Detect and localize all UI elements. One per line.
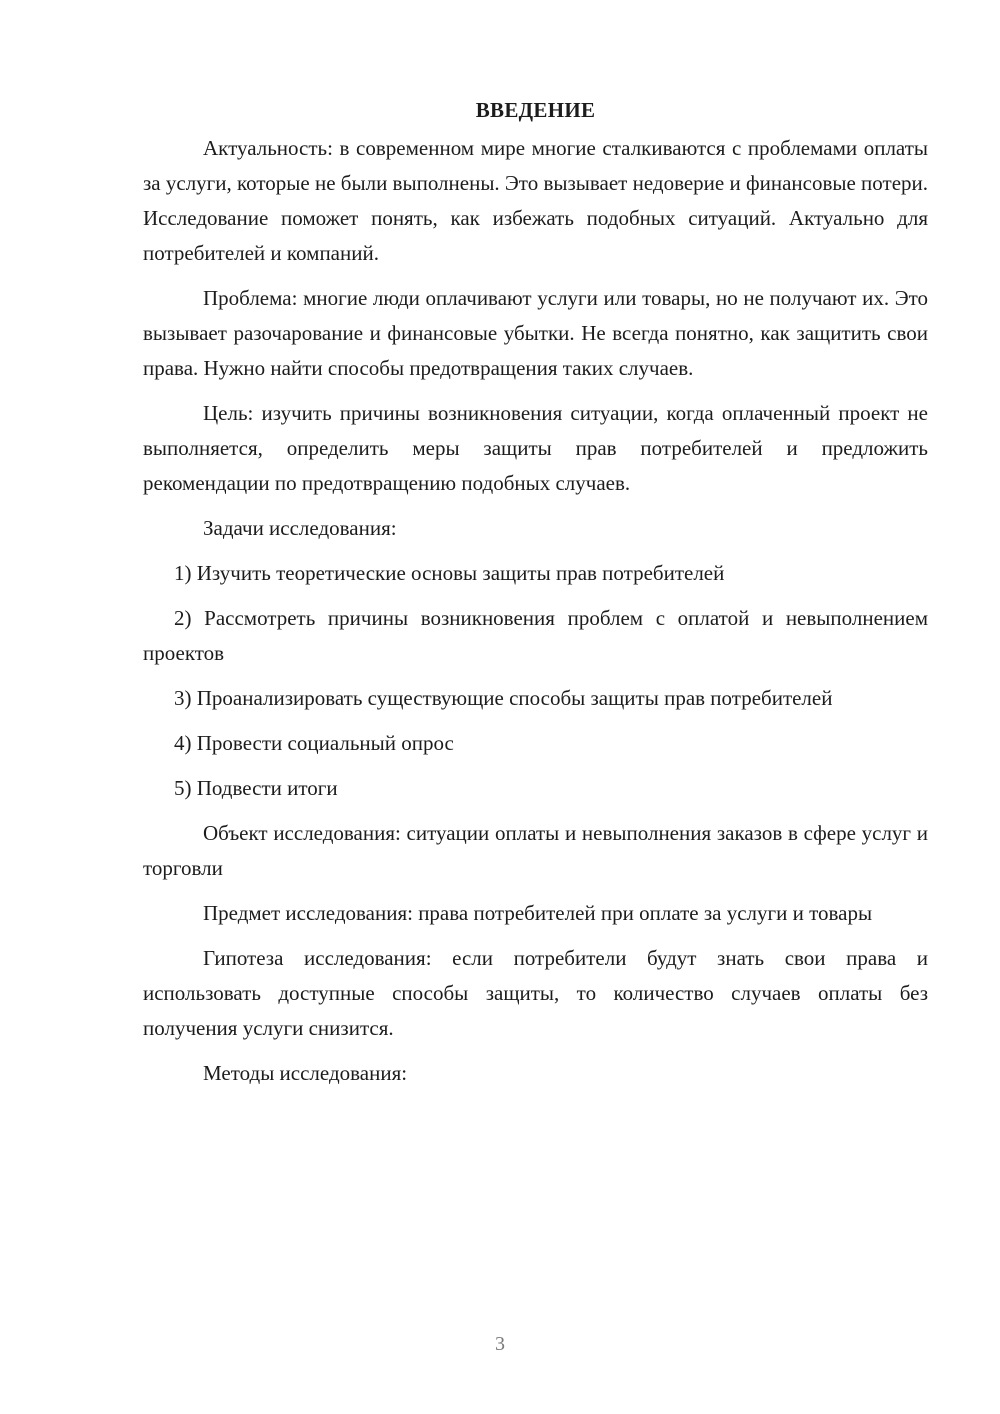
list-item: 1) Изучить теоретические основы защиты прав потребителей: [174, 561, 725, 585]
paragraph-relevance: Актуальность: в современном мире многие сталкиваются с проблемами оплаты за услуги, которые не были выполнены. Это вызывает недоверие и финансовые потери. Исследование поможет понять, как избежать подобных ситуаций. Актуально для потребителей и компаний.: [143, 136, 928, 265]
paragraph-subject: Предмет исследования: права потребителей при оплате за услуги и товары: [203, 901, 873, 925]
list-item: 5) Подвести итоги: [174, 776, 338, 800]
list-item: 4) Провести социальный опрос: [174, 731, 454, 755]
paragraph-tasks-title: Задачи исследования:: [203, 516, 397, 540]
section-heading: ВВЕДЕНИЕ: [475, 98, 596, 122]
document-page: [143, 92, 928, 1101]
list-item: 2) Рассмотреть причины возникновения проблем с оплатой и невыполнением проектов: [143, 606, 928, 665]
paragraph-hypothesis: Гипотеза исследования: если потребители будут знать свои права и использовать доступные способы защиты, то количество случаев оплаты без получения услуги снизится.: [143, 946, 928, 1040]
list-item: 3) Проанализировать существующие способы защиты прав потребителей: [174, 686, 833, 710]
paragraph-object: Объект исследования: ситуации оплаты и невыполнения заказов в сфере услуг и торговли: [143, 821, 928, 880]
paragraph-methods-title: Методы исследования:: [203, 1061, 408, 1085]
tasks-list: [143, 556, 928, 806]
page-number: 3: [495, 1333, 505, 1355]
paragraph-goal: Цель: изучить причины возникновения ситуации, когда оплаченный проект не выполняется, определить меры защиты прав потребителей и предложить рекомендации по предотвращению подобных случаев.: [143, 401, 928, 495]
paragraph-problem: Проблема: многие люди оплачивают услуги или товары, но не получают их. Это вызывает разочарование и финансовые убытки. Не всегда понятно, как защитить свои права. Нужно найти способы предотвращения таких случаев.: [143, 286, 928, 380]
